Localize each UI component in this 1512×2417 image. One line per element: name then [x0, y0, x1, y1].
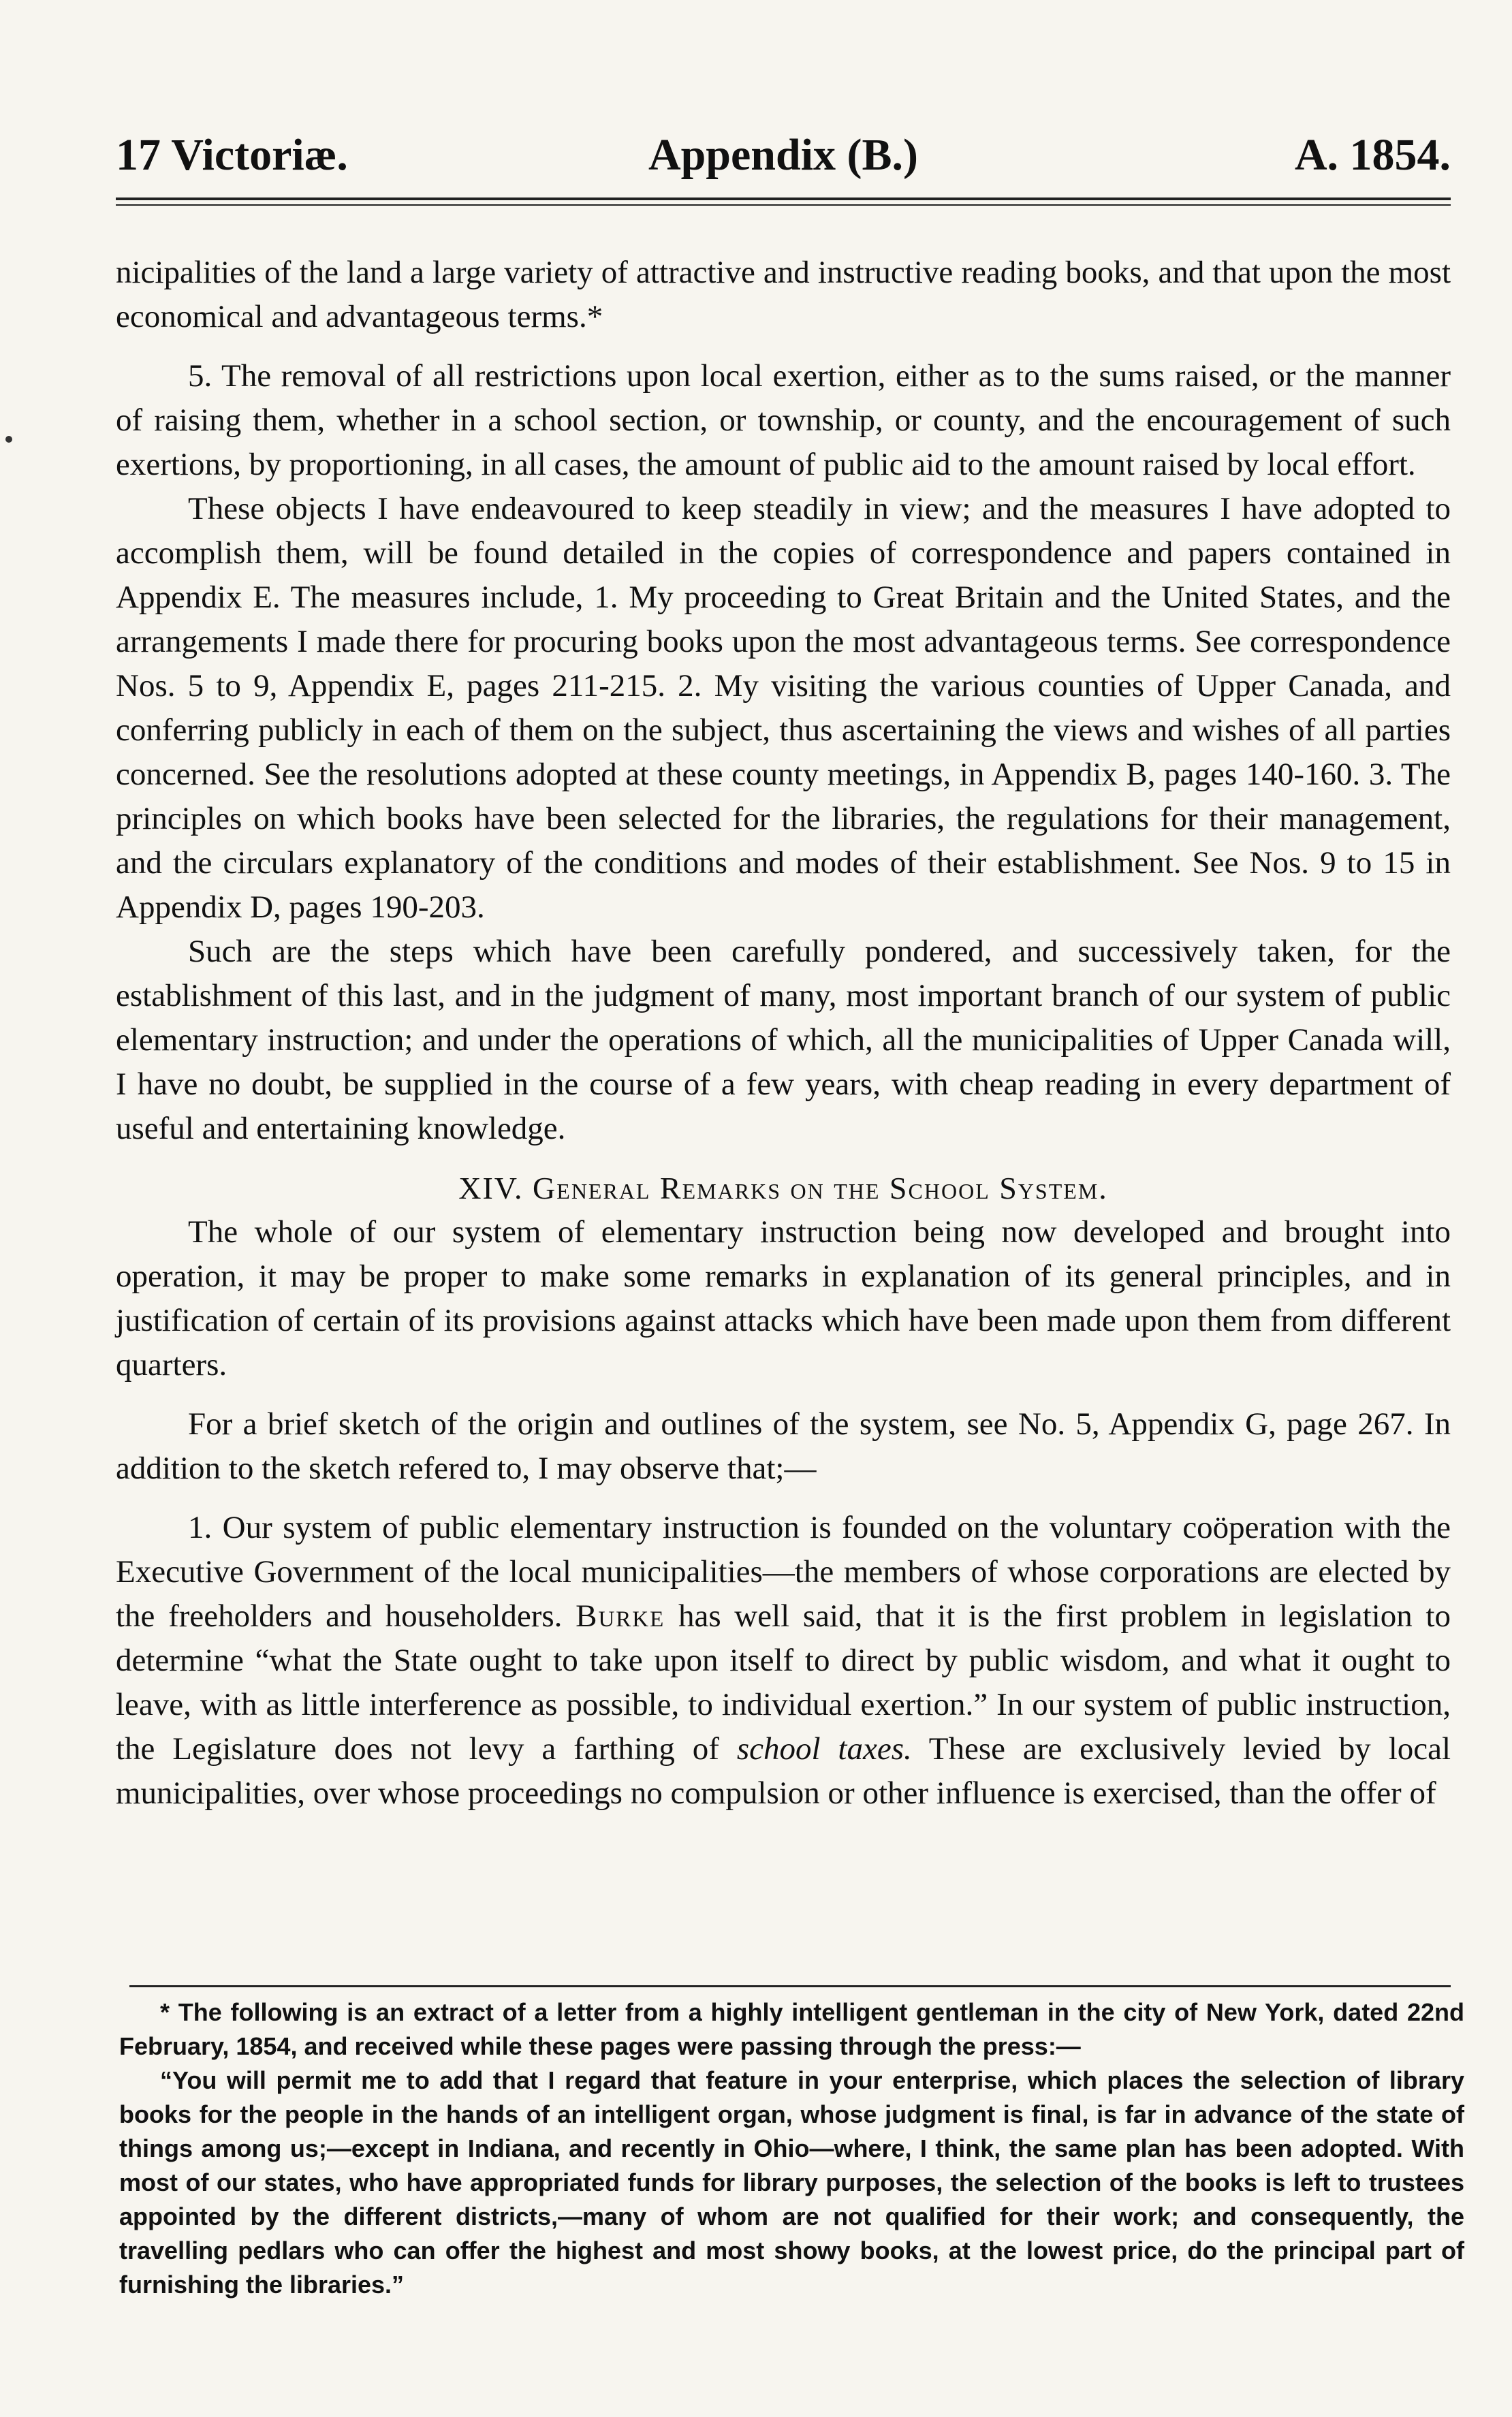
- header-rule: [116, 198, 1451, 200]
- footnote-intro: * The following is an extract of a letter from a highly intelligent gentleman in the city of New York, dated 22nd February, 1854, and received while these pages were passing through the press:—: [119, 1998, 1464, 2060]
- header-appendix-title: Appendix (B.): [648, 130, 919, 180]
- paragraph-item-1: [116, 1506, 1451, 1816]
- paragraph-item-1-part-b: has well said, that it is the first problem in legislation to determine “what the State ought to take upon itself to direct by public wisdom, and what it ought to leave, with as little interference as possible, to individual exertion.” In our system of public instruction, the Legislature does not levy a farthing of: [116, 1598, 1451, 1767]
- footnotes: [119, 1995, 1464, 2302]
- paragraph-measures: These objects I have endeavoured to keep steadily in view; and the measures I have adopted to accomplish them, will be found detailed in the copies of correspondence and papers contained in Appendix E. The measures include, 1. My proceeding to Great Britain and the United States, and the arrangements I made there for procuring books upon the most advantageous terms. See correspondence Nos. 5 to 9, Appendix E, pages 211-215. 2. My visiting the various counties of Upper Canada, and conferring publicly in each of them on the subject, thus ascertaining the views and wishes of all parties concerned. See the resolutions adopted at these county meetings, in Appendix B, pages 140-160. 3. The principles on which books have been selected for the libraries, the regulations for their management, and the circulars explanatory of the conditions and modes of their establishment. See Nos. 9 to 15 in Appendix D, pages 190-203.: [116, 491, 1451, 925]
- header-session-year: A. 1854.: [1294, 130, 1451, 180]
- header-rule-thin: [116, 204, 1451, 206]
- header-regnal-year: 17 Victoriæ.: [116, 130, 348, 180]
- paragraph-steps: Such are the steps which have been carefully pondered, and successively taken, for the establishment of this last, and in the judgment of many, most important branch of our system of public elementary instruction; and under the operations of which, all the municipalities of Upper Canada will, I have no doubt, be supplied in the course of a few years, with cheap reading in every department of useful and entertaining knowledge.: [116, 934, 1451, 1146]
- paragraph-item-1-part-c: These are exclusively levied by local municipalities, over whose proceedings no compulsion or other influence is exercised, than the offer of: [116, 1731, 1451, 1811]
- footnote-quotation: “You will permit me to add that I regard that feature in your enterprise, which places the selection of library books for the people in the hands of an intelligent organ, whose judgment is final, is far in advance of the state of things among us;—except in Indiana, and recently in Ohio—where, I think, the same plan has been adopted. With most of our states, who have appropriated funds for library purposes, the selection of the books is left to trustees appointed by the different districts,—many of whom are not qualified for their work; and consequently, the travelling pedlars who can offer the highest and most showy books, at the lowest price, do the principal part of furnishing the libraries.”: [119, 2066, 1464, 2298]
- footnote-rule: [129, 1985, 1451, 1987]
- paragraph-whole-system: The whole of our system of elementary instruction being now developed and brought into operation, it may be proper to make some remarks in explanation of its general principles, and in justification of certain of its provisions against attacks which have been made upon them from different quarters.: [116, 1214, 1451, 1383]
- section-heading: XIV. General Remarks on the School System.: [458, 1171, 1108, 1205]
- paragraph-item-1-part-a: 1. Our system of public elementary instruction is founded on the voluntary coöperation with the Executive Government of the local municipalities—the members of whose corporations are elected by the freeholders and householders.: [116, 1510, 1451, 1634]
- school-taxes-emphasis: school taxes.: [736, 1731, 912, 1767]
- margin-mark: [5, 436, 12, 443]
- running-header: [116, 128, 1451, 183]
- paragraph-continuation: nicipalities of the land a large variety of attractive and instructive reading books, and that upon the most economical and advantageous terms.*: [116, 255, 1451, 334]
- main-body-text: [116, 251, 1451, 1816]
- paragraph-item-5: 5. The removal of all restrictions upon local exertion, either as to the sums raised, or the manner of raising them, whether in a school section, or township, or county, and the encouragement of such exertions, by proportioning, in all cases, the amount of public aid to the amount raised by local effort.: [116, 358, 1451, 482]
- paragraph-brief-sketch: For a brief sketch of the origin and outlines of the system, see No. 5, Appendix G, page 267. In addition to the sketch refered to, I may observe that;—: [116, 1406, 1451, 1486]
- author-name-burke: Burke: [576, 1598, 665, 1634]
